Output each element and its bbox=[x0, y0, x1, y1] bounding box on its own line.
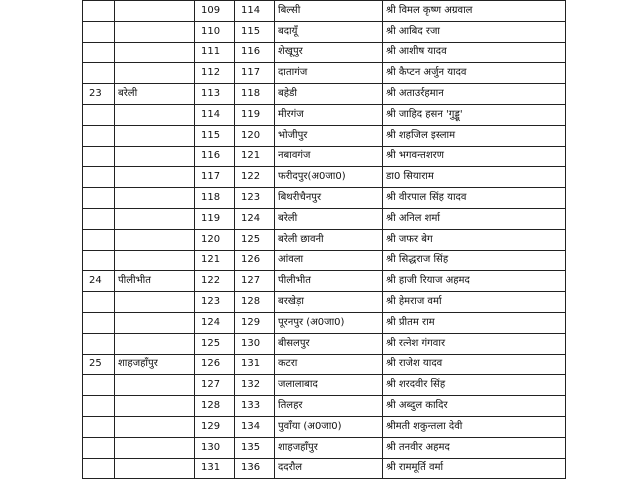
district-cell: पीलीभीत bbox=[115, 271, 195, 292]
sequence-number-cell: 114 bbox=[195, 104, 235, 125]
constituency-number-cell: 130 bbox=[235, 333, 275, 354]
constituency-name-cell: बरेली छावनी bbox=[275, 229, 383, 250]
district-cell: बरेली bbox=[115, 84, 195, 105]
constituency-name-cell: बिथरीचैनपुर bbox=[275, 188, 383, 209]
serial-number-cell bbox=[83, 125, 115, 146]
table-row bbox=[83, 375, 566, 396]
table-row bbox=[83, 188, 566, 209]
candidate-name-cell: श्री शरदवीर सिंह bbox=[383, 375, 566, 396]
constituency-number-cell: 124 bbox=[235, 208, 275, 229]
district-cell bbox=[115, 437, 195, 458]
district-cell bbox=[115, 167, 195, 188]
district-cell bbox=[115, 1, 195, 22]
serial-number-cell bbox=[83, 416, 115, 437]
candidate-name-cell: श्री राममूर्ति वर्मा bbox=[383, 458, 566, 479]
serial-number-cell bbox=[83, 437, 115, 458]
table-row bbox=[83, 146, 566, 167]
sequence-number-cell: 111 bbox=[195, 42, 235, 63]
sequence-number-cell: 109 bbox=[195, 1, 235, 22]
candidate-name-cell: श्री राजेश यादव bbox=[383, 354, 566, 375]
constituency-name-cell: बदायूँ bbox=[275, 21, 383, 42]
candidate-name-cell: श्री हेमराज वर्मा bbox=[383, 292, 566, 313]
table-row bbox=[83, 416, 566, 437]
serial-number-cell bbox=[83, 396, 115, 417]
district-cell bbox=[115, 312, 195, 333]
sequence-number-cell: 116 bbox=[195, 146, 235, 167]
table-row bbox=[83, 208, 566, 229]
district-cell: शाहजहाँपुर bbox=[115, 354, 195, 375]
district-cell bbox=[115, 292, 195, 313]
sequence-number-cell: 121 bbox=[195, 250, 235, 271]
constituency-name-cell: बीसलपुर bbox=[275, 333, 383, 354]
constituency-name-cell: शेखूपुर bbox=[275, 42, 383, 63]
sequence-number-cell: 113 bbox=[195, 84, 235, 105]
constituency-number-cell: 127 bbox=[235, 271, 275, 292]
sequence-number-cell: 128 bbox=[195, 396, 235, 417]
district-cell bbox=[115, 396, 195, 417]
constituency-name-cell: दातागंज bbox=[275, 63, 383, 84]
district-cell bbox=[115, 104, 195, 125]
constituency-name-cell: पीलीभीत bbox=[275, 271, 383, 292]
constituency-number-cell: 117 bbox=[235, 63, 275, 84]
constituency-number-cell: 136 bbox=[235, 458, 275, 479]
candidate-name-cell: श्री आशीष यादव bbox=[383, 42, 566, 63]
table-row bbox=[83, 125, 566, 146]
table-row bbox=[83, 229, 566, 250]
district-cell bbox=[115, 229, 195, 250]
candidate-name-cell: श्री अताउर्रहमान bbox=[383, 84, 566, 105]
district-cell bbox=[115, 250, 195, 271]
sequence-number-cell: 127 bbox=[195, 375, 235, 396]
sequence-number-cell: 119 bbox=[195, 208, 235, 229]
constituency-number-cell: 135 bbox=[235, 437, 275, 458]
table-row bbox=[83, 63, 566, 84]
constituency-number-cell: 128 bbox=[235, 292, 275, 313]
table-row bbox=[83, 1, 566, 22]
district-cell bbox=[115, 63, 195, 84]
sequence-number-cell: 118 bbox=[195, 188, 235, 209]
candidate-name-cell: श्री रत्नेश गंगवार bbox=[383, 333, 566, 354]
sequence-number-cell: 125 bbox=[195, 333, 235, 354]
constituency-number-cell: 131 bbox=[235, 354, 275, 375]
sequence-number-cell: 123 bbox=[195, 292, 235, 313]
constituency-name-cell: शाहजहाँपुर bbox=[275, 437, 383, 458]
constituency-number-cell: 114 bbox=[235, 1, 275, 22]
constituency-number-cell: 119 bbox=[235, 104, 275, 125]
table-row bbox=[83, 167, 566, 188]
constituency-number-cell: 123 bbox=[235, 188, 275, 209]
constituency-number-cell: 122 bbox=[235, 167, 275, 188]
table-row bbox=[83, 84, 566, 105]
sequence-number-cell: 131 bbox=[195, 458, 235, 479]
sequence-number-cell: 129 bbox=[195, 416, 235, 437]
serial-number-cell bbox=[83, 312, 115, 333]
candidate-name-cell: श्री कैप्टन अर्जुन यादव bbox=[383, 63, 566, 84]
candidate-name-cell: श्री जफर बेग bbox=[383, 229, 566, 250]
candidate-name-cell: श्री हाजी रियाज अहमद bbox=[383, 271, 566, 292]
candidate-name-cell: श्री शहजिल इस्लाम bbox=[383, 125, 566, 146]
table-row bbox=[83, 458, 566, 479]
sequence-number-cell: 124 bbox=[195, 312, 235, 333]
table-row bbox=[83, 21, 566, 42]
district-cell bbox=[115, 416, 195, 437]
serial-number-cell bbox=[83, 375, 115, 396]
constituency-number-cell: 132 bbox=[235, 375, 275, 396]
candidate-name-cell: श्री प्रीतम राम bbox=[383, 312, 566, 333]
constituency-number-cell: 126 bbox=[235, 250, 275, 271]
sequence-number-cell: 110 bbox=[195, 21, 235, 42]
table-row bbox=[83, 354, 566, 375]
constituency-number-cell: 134 bbox=[235, 416, 275, 437]
constituency-number-cell: 133 bbox=[235, 396, 275, 417]
serial-number-cell: 24 bbox=[83, 271, 115, 292]
candidate-table bbox=[82, 0, 566, 479]
constituency-name-cell: कटरा bbox=[275, 354, 383, 375]
constituency-name-cell: भोजीपुर bbox=[275, 125, 383, 146]
district-cell bbox=[115, 42, 195, 63]
table-row bbox=[83, 333, 566, 354]
serial-number-cell bbox=[83, 104, 115, 125]
constituency-name-cell: बरखेड़ा bbox=[275, 292, 383, 313]
table-row bbox=[83, 104, 566, 125]
serial-number-cell bbox=[83, 208, 115, 229]
candidate-name-cell: श्री अब्दुल कादिर bbox=[383, 396, 566, 417]
constituency-name-cell: बिल्सी bbox=[275, 1, 383, 22]
constituency-name-cell: पूरनपुर (अ0जा0) bbox=[275, 312, 383, 333]
candidate-name-cell: श्री वीरपाल सिंह यादव bbox=[383, 188, 566, 209]
candidate-name-cell: श्री तनवीर अहमद bbox=[383, 437, 566, 458]
table-row bbox=[83, 250, 566, 271]
sequence-number-cell: 130 bbox=[195, 437, 235, 458]
constituency-name-cell: आंवला bbox=[275, 250, 383, 271]
serial-number-cell bbox=[83, 292, 115, 313]
serial-number-cell bbox=[83, 229, 115, 250]
constituency-number-cell: 116 bbox=[235, 42, 275, 63]
table-body bbox=[83, 1, 566, 479]
district-cell bbox=[115, 125, 195, 146]
serial-number-cell bbox=[83, 333, 115, 354]
candidate-name-cell: श्री आबिद रजा bbox=[383, 21, 566, 42]
constituency-number-cell: 118 bbox=[235, 84, 275, 105]
district-cell bbox=[115, 333, 195, 354]
candidate-name-cell: डा0 सियाराम bbox=[383, 167, 566, 188]
candidate-name-cell: श्री जाहिद हसन 'गुड्डू' bbox=[383, 104, 566, 125]
candidate-name-cell: श्री विमल कृष्ण अग्रवाल bbox=[383, 1, 566, 22]
serial-number-cell bbox=[83, 458, 115, 479]
serial-number-cell bbox=[83, 188, 115, 209]
sequence-number-cell: 122 bbox=[195, 271, 235, 292]
serial-number-cell: 25 bbox=[83, 354, 115, 375]
constituency-name-cell: तिलहर bbox=[275, 396, 383, 417]
constituency-number-cell: 120 bbox=[235, 125, 275, 146]
candidate-name-cell: श्रीमती शकुन्तला देवी bbox=[383, 416, 566, 437]
constituency-name-cell: फरीदपुर(अ0जा0) bbox=[275, 167, 383, 188]
constituency-name-cell: पुवाँया (अ0जा0) bbox=[275, 416, 383, 437]
district-cell bbox=[115, 188, 195, 209]
district-cell bbox=[115, 458, 195, 479]
district-cell bbox=[115, 146, 195, 167]
sequence-number-cell: 126 bbox=[195, 354, 235, 375]
candidate-name-cell: श्री भगवन्तशरण bbox=[383, 146, 566, 167]
table-row bbox=[83, 292, 566, 313]
constituency-number-cell: 121 bbox=[235, 146, 275, 167]
constituency-number-cell: 115 bbox=[235, 21, 275, 42]
serial-number-cell bbox=[83, 250, 115, 271]
table-row bbox=[83, 312, 566, 333]
serial-number-cell: 23 bbox=[83, 84, 115, 105]
constituency-name-cell: जलालाबाद bbox=[275, 375, 383, 396]
table-row bbox=[83, 42, 566, 63]
sequence-number-cell: 120 bbox=[195, 229, 235, 250]
district-cell bbox=[115, 375, 195, 396]
sequence-number-cell: 112 bbox=[195, 63, 235, 84]
serial-number-cell bbox=[83, 21, 115, 42]
serial-number-cell bbox=[83, 42, 115, 63]
constituency-name-cell: नबावगंज bbox=[275, 146, 383, 167]
constituency-name-cell: मीरगंज bbox=[275, 104, 383, 125]
constituency-name-cell: ददरौल bbox=[275, 458, 383, 479]
constituency-name-cell: बहेडी bbox=[275, 84, 383, 105]
candidate-name-cell: श्री अनिल शर्मा bbox=[383, 208, 566, 229]
sequence-number-cell: 117 bbox=[195, 167, 235, 188]
constituency-number-cell: 125 bbox=[235, 229, 275, 250]
constituency-name-cell: बरेली bbox=[275, 208, 383, 229]
serial-number-cell bbox=[83, 63, 115, 84]
serial-number-cell bbox=[83, 167, 115, 188]
constituency-number-cell: 129 bbox=[235, 312, 275, 333]
serial-number-cell bbox=[83, 1, 115, 22]
sequence-number-cell: 115 bbox=[195, 125, 235, 146]
candidate-name-cell: श्री सिद्धराज सिंह bbox=[383, 250, 566, 271]
table-row bbox=[83, 437, 566, 458]
table-row bbox=[83, 271, 566, 292]
table-row bbox=[83, 396, 566, 417]
district-cell bbox=[115, 21, 195, 42]
district-cell bbox=[115, 208, 195, 229]
serial-number-cell bbox=[83, 146, 115, 167]
